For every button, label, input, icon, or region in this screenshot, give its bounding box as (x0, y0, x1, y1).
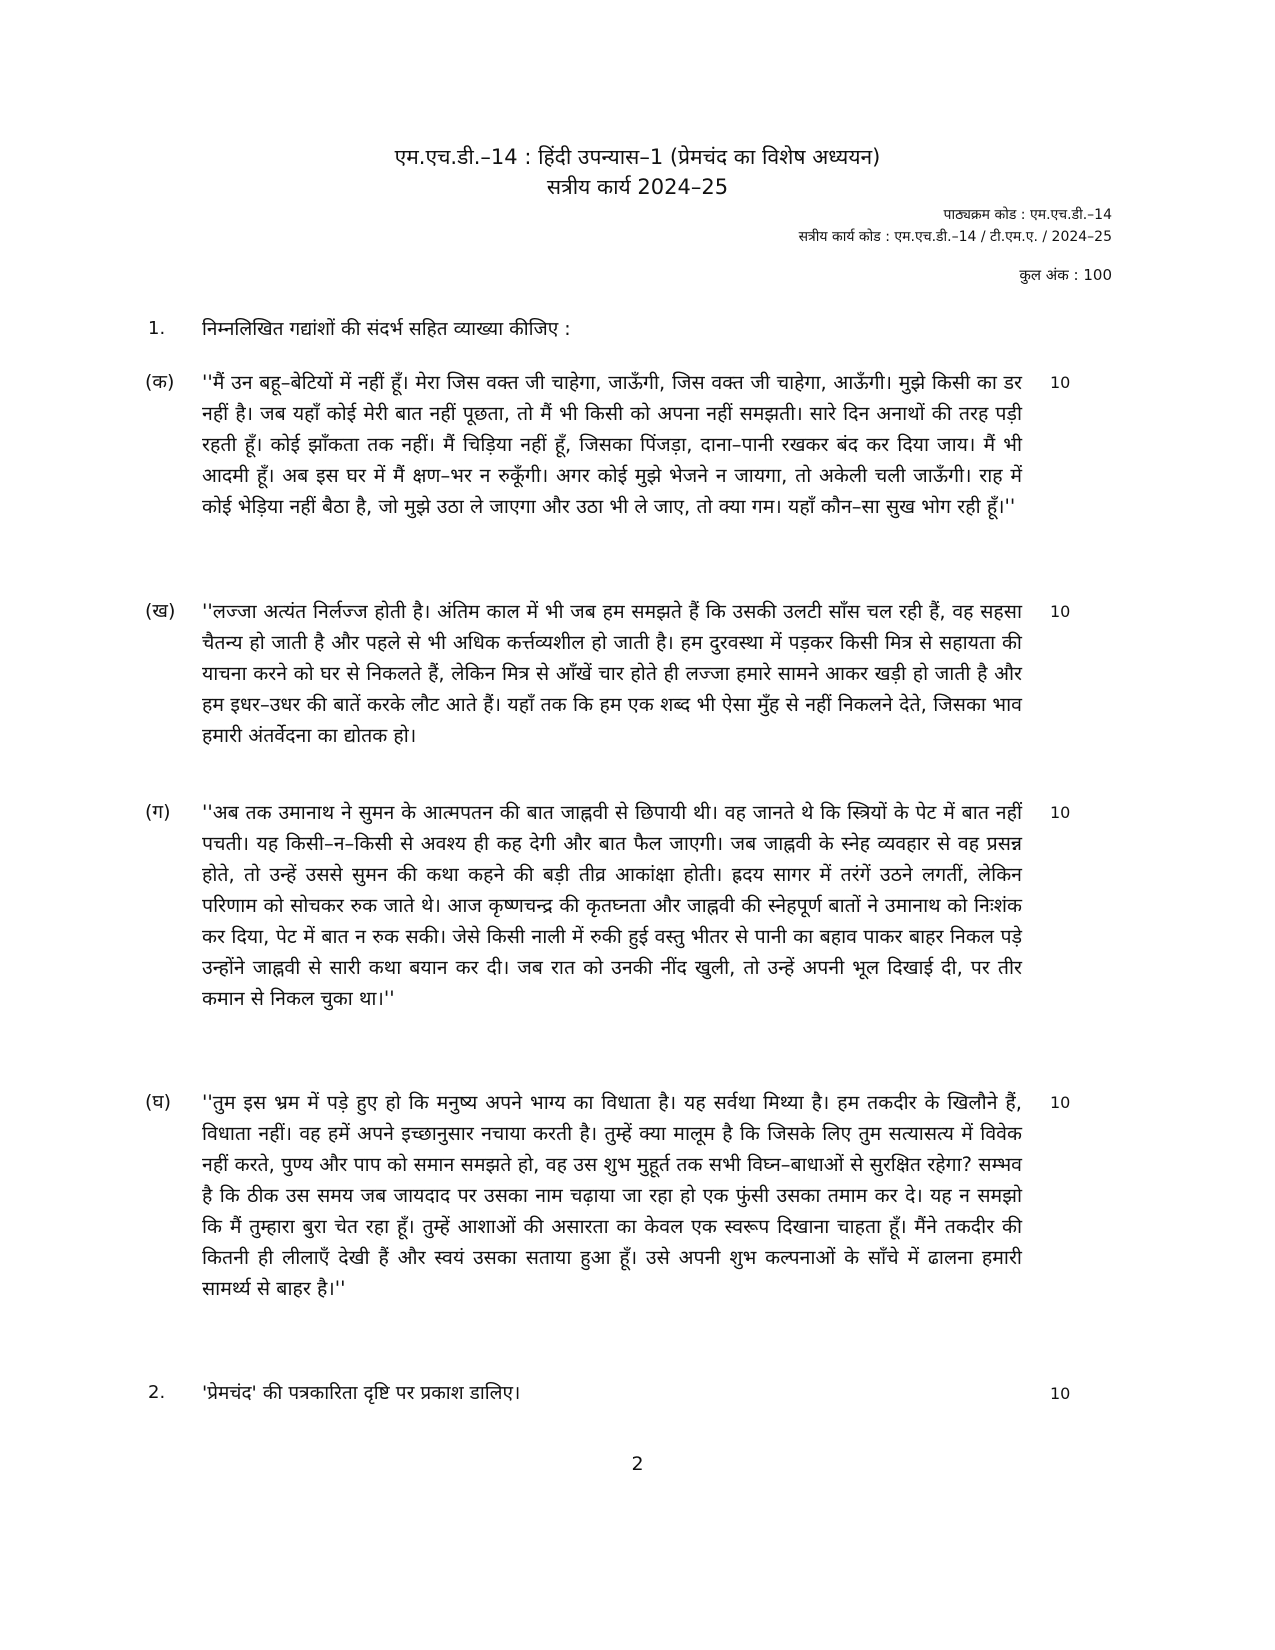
page-title: एम.एच.डी.–14 : हिंदी उपन्यास–1 (प्रेमचंद का विशेष अध्ययन) (394, 145, 881, 169)
passage-label: (घ) (145, 1091, 172, 1113)
passage-marks: 10 (1050, 602, 1071, 621)
codes-block (799, 204, 1112, 248)
assignment-code: सत्रीय कार्य कोड : एम.एच.डी.–14 / टी.एम.ए. / 2024–25 (798, 229, 1112, 245)
question-number: 2. (148, 1382, 166, 1403)
question-marks: 10 (1050, 1384, 1071, 1403)
passage-label: (ग) (145, 801, 171, 823)
question-number: 1. (148, 318, 166, 339)
passage-text: ''तुम इस भ्रम में पड़े हुए हो कि मनुष्य अपने भाग्य का विधाता है। यह सर्वथा मिथ्या है। हम तकदीर के खिलौने हैं, विधाता नहीं। वह हमें अपने इच्छानुसार नचाया करती है। तुम्हें क्या मालूम है कि जिसके लिए तुम सत्यासत्य में विवेक नहीं करते, पुण्य और पाप को समान समझते हो, वह उस शुभ मुहूर्त तक सभी विघ्न–बाधाओं से सुरक्षित रहेगा? सम्भव है कि ठीक उस समय जब जायदाद पर उसका नाम चढ़ाया जा रहा हो एक फुंसी उसका तमाम कर दे। यह न समझो कि मैं तुम्हारा बुरा चेत रहा हूँ। तुम्हें आशाओं की असारता का केवल एक स्वरूप दिखाना चाहता हूँ। मैंने तकदीर की कितनी ही लीलाएँ देखी हैं और स्वयं उसका सताया हुआ हूँ। उसे अपनी शुभ कल्पनाओं के साँचे में ढालना हमारी सामर्थ्य से बाहर है।'' (202, 1091, 1022, 1300)
passage-text: ''अब तक उमानाथ ने सुमन के आत्मपतन की बात जाह्नवी से छिपायी थी। वह जानते थे कि स्त्रियों के पेट में बात नहीं पचती। यह किसी–न–किसी से अवश्य ही कह देगी और बात फैल जाएगी। जब जाह्नवी के स्नेह व्यवहार से वह प्रसन्न होते, तो उन्हें उससे सुमन की कथा कहने की बड़ी तीव्र आकांक्षा होती। ह्रदय सागर में तरंगें उठने लगतीं, लेकिन परिणाम को सोचकर रुक जाते थे। आज कृष्णचन्द्र की कृतघ्नता और जाह्नवी की स्नेहपूर्ण बातों ने उमानाथ को निःशंक कर दिया, पेट में बात न रुक सकी। जेसे किसी नाली में रुकी हुई वस्तु भीतर से पानी का बहाव पाकर बाहर निकल पड़े उन्होंने जाह्नवी से सारी कथा बयान कर दी। जब रात को उनकी नींद खुली, तो उन्हें अपनी भूल दिखाई दी, पर तीर कमान से निकल चुका था।'' (202, 801, 1022, 1010)
passage-marks: 10 (1050, 803, 1071, 822)
passage-marks: 10 (1050, 1093, 1071, 1112)
total-marks: कुल अंक : 100 (1019, 266, 1112, 284)
question-text: निम्नलिखित गद्यांशों की संदर्भ सहित व्याख्या कीजिए : (202, 318, 571, 340)
course-code: पाठ्यक्रम कोड : एम.एच.डी.–14 (943, 207, 1112, 223)
passage-text: ''लज्जा अत्यंत निर्लज्ज होती है। अंतिम काल में भी जब हम समझते हैं कि उसकी उलटी साँस चल रही हैं, वह सहसा चैतन्य हो जाती है और पहले से भी अधिक कर्त्तव्यशील हो जाती है। हम दुरवस्था में पड़कर किसी मित्र से सहायता की याचना करने को घर से निकलते हैं, लेकिन मित्र से आँखें चार होते ही लज्जा हमारे सामने आकर खड़ी हो जाती है और हम इधर–उधर की बातें करके लौट आते हैं। यहाँ तक कि हम एक शब्द भी ऐसा मुँह से नहीं निकलने देते, जिसका भाव हमारी अंतर्वेदना का द्योतक हो। (202, 600, 1022, 747)
passage-text: ''मैं उन बहू–बेटियों में नहीं हूँ। मेरा जिस वक्त जी चाहेगा, जाऊँगी, जिस वक्त जी चाहेगा, आऊँगी। मुझे किसी का डर नहीं है। जब यहाँ कोई मेरी बात नहीं पूछता, तो मैं भी किसी को अपना नहीं समझती। सारे दिन अनाथों की तरह पड़ी रहती हूँ। कोई झाँकता तक नहीं। मैं चिड़िया नहीं हूँ, जिसका पिंजड़ा, दाना–पानी रखकर बंद कर दिया जाय। मैं भी आदमी हूँ। अब इस घर में मैं क्षण–भर न रुकूँगी। अगर कोई मुझे भेजने न जायगा, तो अकेली चली जाऊँगी। राह में कोई भेड़िया नहीं बैठा है, जो मुझे उठा ले जाएगा और उठा भी ले जाए, तो क्या गम। यहाँ कौन–सा सुख भोग रही हूँ।'' (202, 371, 1022, 518)
page-number: 2 (631, 1453, 644, 1475)
document-header (0, 142, 1275, 202)
page-subtitle: सत्रीय कार्य 2024–25 (546, 175, 729, 199)
passage-marks: 10 (1050, 373, 1071, 392)
question-text: 'प्रेमचंद' की पत्रकारिता दृष्टि पर प्रकाश डालिए। (202, 1382, 521, 1404)
passage-label: (ख) (145, 600, 176, 622)
passage-label: (क) (145, 371, 175, 393)
